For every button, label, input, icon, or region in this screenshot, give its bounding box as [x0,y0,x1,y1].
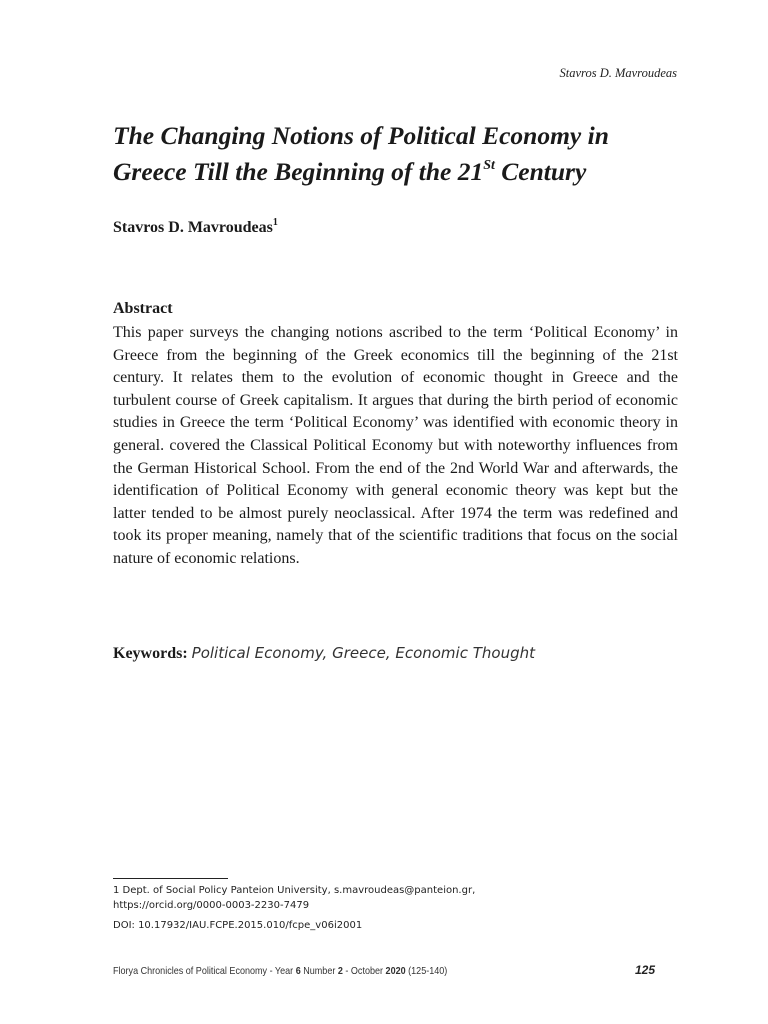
keywords-label: Keywords: [113,645,188,662]
footnote-orcid-link[interactable]: https://orcid.org/0000-0003-2230-7479 [113,900,310,911]
footer-number-label: Number [300,965,338,977]
doi-link[interactable]: DOI: 10.17932/IAU.FCPE.2015.010/fcpe_v06i2001 [113,920,363,931]
footer-page-range: (125-140) [405,965,448,977]
title-line-2-end: Century [494,157,587,186]
running-head: Stavros D. Mavroudeas [559,66,677,80]
page-number: 125 [634,963,655,977]
footer-date-label: - October [342,965,386,977]
paper-title [113,118,693,190]
journal-footer [113,965,447,977]
footnote-affiliation: 1 Dept. of Social Policy Panteion University, s.mavroudeas@panteion.gr, [113,885,476,896]
footnote-divider [113,878,228,879]
title-superscript: St [483,158,495,173]
abstract-body: This paper surveys the changing notions ascribed to the term ‘Political Economy’ in Greece from the beginning of the Greek economics till the beginning of the 21st century. It relates them to the evolution of economic thought in Greece and the turbulent course of Greek capitalism. It argues that during the birth period of economic studies in Greece the term ‘Political Economy’ was identified with economic theory in general. covered the Classical Political Economy but with noteworthy influences from the German Historical School. From the end of the 2nd World War and afterwards, the identification of Political Economy with general economic theory was kept but the latter tended to be almost purely neoclassical. After 1974 the term was redefined and took its proper meaning, namely that of the scientific traditions that focus on the social nature of economic relations. [113,324,678,567]
keywords-line [113,644,535,663]
author-name: Stavros D. Mavroudeas [113,219,273,236]
abstract-heading: Abstract [113,300,173,317]
title-line-2: Greece Till the Beginning of the 21 [113,157,484,186]
footnote [113,883,673,913]
author-footnote-mark[interactable]: 1 [272,217,278,228]
keywords-values: Political Economy, Greece, Economic Thought [191,644,535,662]
footer-issue-number: 2 [337,965,343,977]
footer-date-year: 2020 [385,965,406,977]
author-line [113,219,278,237]
title-line-1: The Changing Notions of Political Economy in [113,121,609,150]
footer-year-number: 6 [295,965,301,977]
footer-journal-prefix: Florya Chronicles of Political Economy - Year [113,965,296,977]
